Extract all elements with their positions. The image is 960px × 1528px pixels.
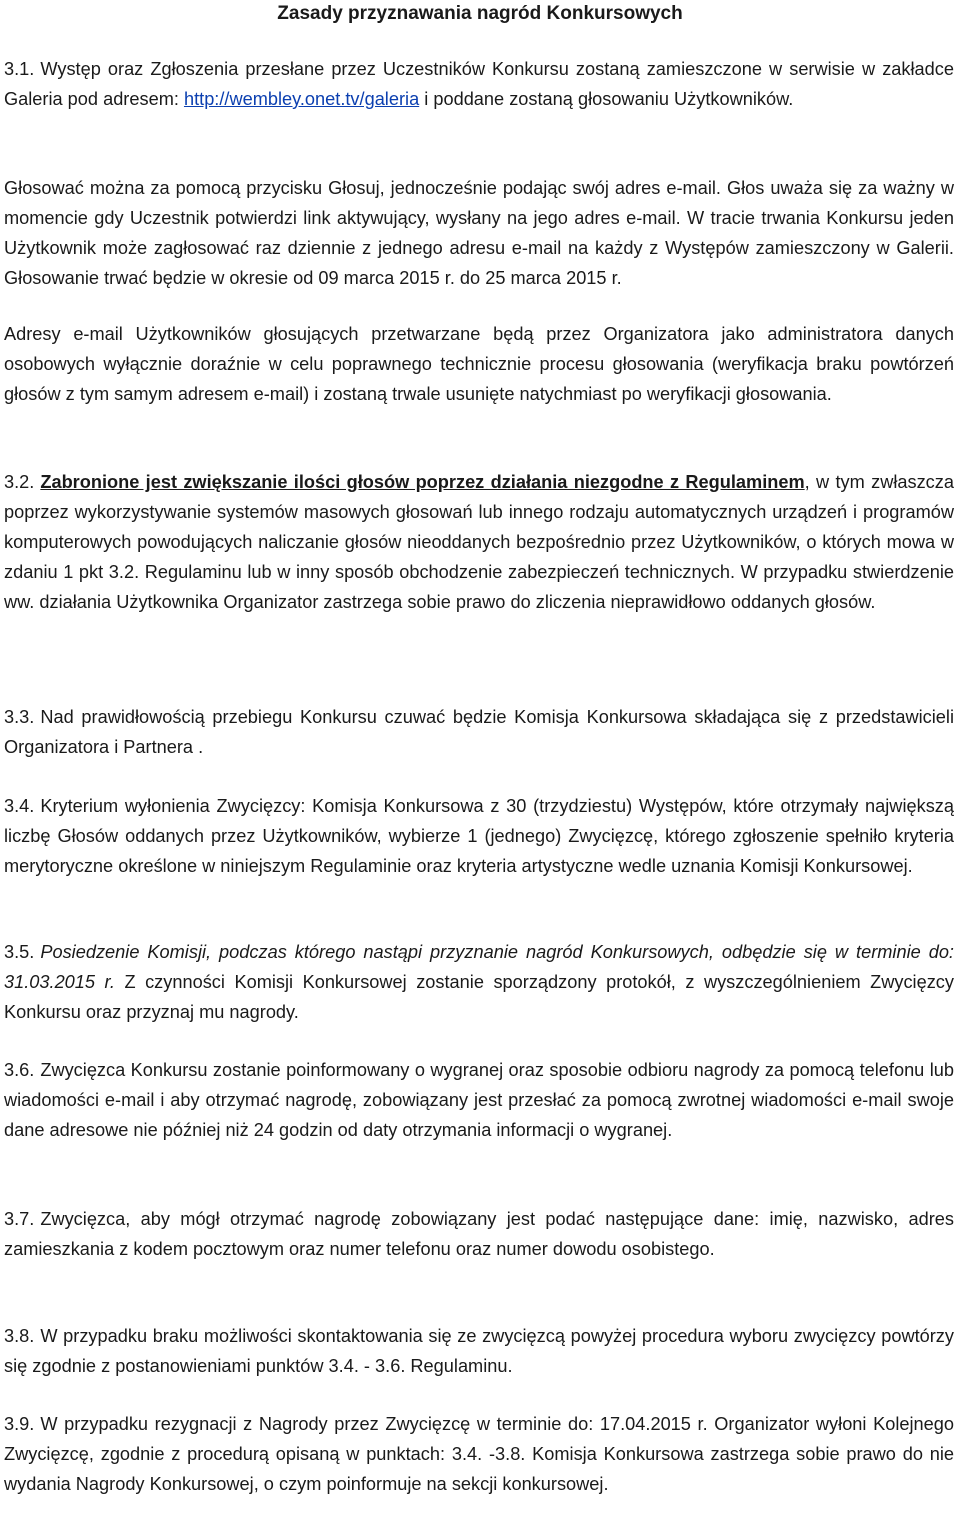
section-text-cont: i poddane zostaną głosowaniu Użytkowników. <box>424 88 794 109</box>
section-3-1 <box>4 55 954 115</box>
committee-italic: Posiedzenie Komisji, podczas którego nastąpi przyznanie nagród Konkursowych, odbędzie się w terminie do: 31.03.2015 r. <box>4 942 954 992</box>
section-number: 3.4. <box>4 796 35 816</box>
document-title: Zasady przyznawania nagród Konkursowych <box>277 3 683 24</box>
section-number: 3.1. <box>4 59 35 79</box>
section-number: 3.2. <box>4 472 35 492</box>
section-text: Zwycięzca, aby mógł otrzymać nagrodę zobowiązany jest podać następujące dane: imię, nazwisko, adres zamieszkania z kodem pocztowym oraz numer telefonu oraz numer dowodu osobistego. <box>4 1209 954 1259</box>
section-3-3 <box>4 703 954 763</box>
section-text: W przypadku rezygnacji z Nagrody przez Zwycięzcę w terminie do: 17.04.2015 r. Organizator wyłoni Kolejnego Zwycięzcę, zgodnie z procedurą opisaną w punktach: 3.4. -3.8. Komisja Konkursowa zastrzega sobie prawo do nie wydania Nagrody Konkursowej, o czym poinformuje na sekcji konkursowej. <box>4 1414 954 1494</box>
section-3-6 <box>4 1056 954 1146</box>
section-text: Nad prawidłowością przebiegu Konkursu czuwać będzie Komisja Konkursowa składająca się z przedstawicieli Organizatora i Partnera . <box>4 707 954 757</box>
section-number: 3.7. <box>4 1209 35 1229</box>
email-data-paragraph: Adresy e-mail Użytkowników głosujących przetwarzane będą przez Organizatora jako administratora danych osobowych wyłącznie doraźnie w celu poprawnego technicznie procesu głosowania (weryfikacja braku powtórzeń głosów z tym samym adresem e-mail) i zostaną trwale usunięte natychmiast po weryfikacji głosowania. <box>4 324 954 404</box>
section-3-4 <box>4 792 954 882</box>
section-3-7 <box>4 1205 954 1265</box>
section-text: Kryterium wyłonienia Zwycięzcy: Komisja Konkursowa z 30 (trzydziestu) Występów, które otrzymały największą liczbę Głosów oddanych przez Użytkowników, wybierze 1 (jednego) Zwycięzcę, którego zgłoszenie spełniło kryteria merytoryczne określone w niniejszym Regulaminie oraz kryteria artystyczne wedle uznania Komisji Konkursowej. <box>4 796 954 876</box>
section-number: 3.5. <box>4 942 35 962</box>
gallery-link[interactable]: http://wembley.onet.tv/galeria <box>183 88 420 109</box>
section-text: , w tym zwłaszcza poprzez wykorzystywanie systemów masowych głosowań lub innego rodzaju automatycznych urządzeń i programów komputerowych powodujących naliczanie głosów nieoddanych bezpośrednio przez Użytkowników, o których mowa w zdaniu 1 pkt 3.2. Regulaminu lub w inny sposób obchodzenie zabezpieczeń technicznych. W przypadku stwierdzenie ww. działania Użytkownika Organizator zastrzega sobie prawo do zliczenia nieprawidłowo oddanych głosów. <box>4 472 954 612</box>
section-3-5 <box>4 938 954 1028</box>
section-3-2 <box>4 468 954 618</box>
section-text: Występ oraz Zgłoszenia przesłane przez Uczestników Konkursu zostaną zamieszczone w serwisie w zakładce Galeria pod adresem: <box>4 59 954 109</box>
section-text: Z czynności Komisji Konkursowej zostanie sporządzony protokół, z wyszczególnieniem Zwycięzcy Konkursu oraz przyznaj mu nagrody. <box>4 971 954 1022</box>
section-number: 3.6. <box>4 1060 35 1080</box>
section-text: Zwycięzca Konkursu zostanie poinformowany o wygranej oraz sposobie odbioru nagrody za pomocą telefonu lub wiadomości e-mail i aby otrzymać nagrodę, zobowiązany jest przesłać za pomocą zwrotnej wiadomości e-mail swoje dane adresowe nie później niż 24 godzin od daty otrzymania informacji o wygranej. <box>4 1060 954 1140</box>
voting-paragraph: Głosować można za pomocą przycisku Głosuj, jednocześnie podając swój adres e-mail. Głos uważa się za ważny w momencie gdy Uczestnik potwierdzi link aktywujący, wysłany na jego adres e-mail. W tracie trwania Konkursu jeden Użytkownik może zagłosować raz dziennie z jednego adresu e-mail na każdy z Występów zamieszczony w Galerii. Głosowanie trwać będzie w okresie od 09 marca 2015 r. do 25 marca 2015 r. <box>4 178 954 288</box>
section-3-8 <box>4 1322 954 1382</box>
prohibition-underlined: Zabronione jest zwiększanie ilości głosów poprzez działania niezgodne z Regulaminem <box>40 472 805 492</box>
section-text: W przypadku braku możliwości skontaktowania się ze zwycięzcą powyżej procedura wyboru zwycięzcy powtórzy się zgodnie z postanowieniami punktów 3.4. - 3.6. Regulaminu. <box>4 1326 954 1376</box>
section-number: 3.9. <box>4 1414 35 1434</box>
section-3-9 <box>4 1410 954 1500</box>
section-number: 3.8. <box>4 1326 35 1346</box>
section-number: 3.3. <box>4 707 35 727</box>
